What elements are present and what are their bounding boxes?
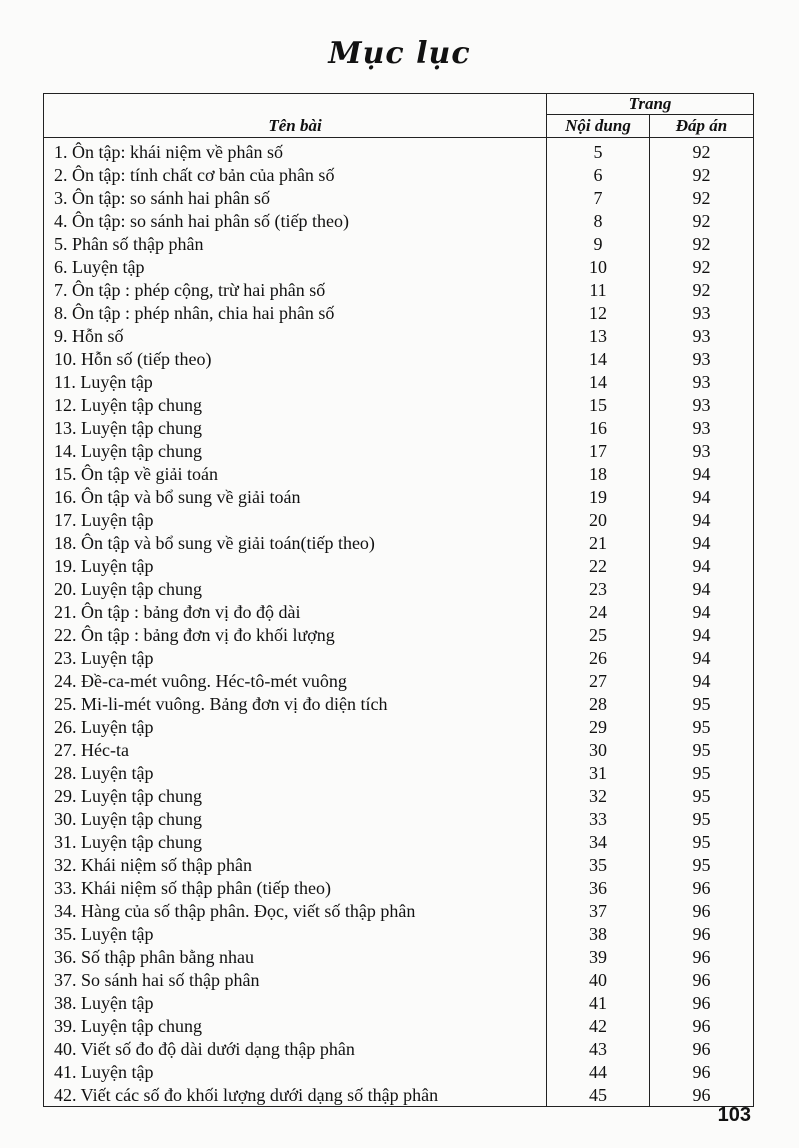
lesson-name: 10. Hỗn số (tiếp theo): [44, 347, 547, 370]
answer-page: 94: [650, 623, 754, 646]
answer-page: 92: [650, 278, 754, 301]
answer-page: 94: [650, 600, 754, 623]
content-page: 15: [547, 393, 650, 416]
lesson-name: 27. Héc-ta: [44, 738, 547, 761]
toc-row: [44, 646, 754, 669]
answer-page: 92: [650, 232, 754, 255]
content-page: 7: [547, 186, 650, 209]
lesson-name: 2. Ôn tập: tính chất cơ bản của phân số: [44, 163, 547, 186]
page-number: 103: [717, 1104, 751, 1126]
answer-page: 93: [650, 347, 754, 370]
answer-page: 92: [650, 163, 754, 186]
content-page: 37: [547, 899, 650, 922]
answer-page: 94: [650, 485, 754, 508]
answer-page: 96: [650, 1083, 754, 1107]
lesson-name: 13. Luyện tập chung: [44, 416, 547, 439]
answer-page: 92: [650, 186, 754, 209]
answer-page: 94: [650, 646, 754, 669]
toc-row: [44, 807, 754, 830]
toc-header: [44, 94, 754, 138]
content-page: 36: [547, 876, 650, 899]
lesson-name: 14. Luyện tập chung: [44, 439, 547, 462]
content-page: 26: [547, 646, 650, 669]
content-page: 29: [547, 715, 650, 738]
toc-row: [44, 968, 754, 991]
answer-page: 92: [650, 255, 754, 278]
lesson-name: 17. Luyện tập: [44, 508, 547, 531]
answer-page: 96: [650, 922, 754, 945]
lesson-name: 15. Ôn tập về giải toán: [44, 462, 547, 485]
answer-page: 96: [650, 991, 754, 1014]
lesson-name: 29. Luyện tập chung: [44, 784, 547, 807]
answer-page: 94: [650, 531, 754, 554]
toc-row: [44, 1060, 754, 1083]
toc-row: [44, 462, 754, 485]
toc-row: [44, 439, 754, 462]
toc-row: [44, 485, 754, 508]
content-page: 16: [547, 416, 650, 439]
content-page: 19: [547, 485, 650, 508]
content-page: 22: [547, 554, 650, 577]
toc-row: [44, 163, 754, 186]
answer-page: 96: [650, 876, 754, 899]
answer-page: 94: [650, 554, 754, 577]
lesson-name: 6. Luyện tập: [44, 255, 547, 278]
toc-row: [44, 138, 754, 164]
content-page: 35: [547, 853, 650, 876]
content-page: 21: [547, 531, 650, 554]
content-page: 14: [547, 347, 650, 370]
answer-page: 92: [650, 209, 754, 232]
toc-row: [44, 301, 754, 324]
lesson-name: 19. Luyện tập: [44, 554, 547, 577]
answer-page: 94: [650, 462, 754, 485]
answer-page: 95: [650, 692, 754, 715]
toc-row: [44, 577, 754, 600]
toc-row: [44, 876, 754, 899]
lesson-name: 23. Luyện tập: [44, 646, 547, 669]
toc-row: [44, 945, 754, 968]
content-page: 41: [547, 991, 650, 1014]
toc-row: [44, 600, 754, 623]
toc-row: [44, 416, 754, 439]
toc-row: [44, 991, 754, 1014]
content-page: 17: [547, 439, 650, 462]
header-blank-cell: [44, 94, 547, 115]
answer-page: 93: [650, 324, 754, 347]
answer-page: 95: [650, 738, 754, 761]
answer-page: 94: [650, 508, 754, 531]
toc-row: [44, 853, 754, 876]
content-page: 14: [547, 370, 650, 393]
lesson-name: 41. Luyện tập: [44, 1060, 547, 1083]
lesson-name: 9. Hỗn số: [44, 324, 547, 347]
lesson-name: 3. Ôn tập: so sánh hai phân số: [44, 186, 547, 209]
toc-row: [44, 554, 754, 577]
toc-row: [44, 209, 754, 232]
lesson-name: 8. Ôn tập : phép nhân, chia hai phân số: [44, 301, 547, 324]
toc-row: [44, 738, 754, 761]
content-page: 20: [547, 508, 650, 531]
lesson-name: 30. Luyện tập chung: [44, 807, 547, 830]
lesson-name: 35. Luyện tập: [44, 922, 547, 945]
lesson-name: 24. Đề-ca-mét vuông. Héc-tô-mét vuông: [44, 669, 547, 692]
answer-page: 95: [650, 807, 754, 830]
lesson-name: 1. Ôn tập: khái niệm về phân số: [44, 138, 547, 164]
content-page: 39: [547, 945, 650, 968]
lesson-name: 7. Ôn tập : phép cộng, trừ hai phân số: [44, 278, 547, 301]
lesson-name: 22. Ôn tập : bảng đơn vị đo khối lượng: [44, 623, 547, 646]
lesson-name: 20. Luyện tập chung: [44, 577, 547, 600]
content-page: 43: [547, 1037, 650, 1060]
answer-page: 93: [650, 439, 754, 462]
answer-page: 96: [650, 1014, 754, 1037]
header-content-page: Nội dung: [547, 115, 650, 138]
content-page: 25: [547, 623, 650, 646]
answer-page: 96: [650, 899, 754, 922]
header-lesson-name: Tên bài: [44, 115, 547, 138]
lesson-name: 12. Luyện tập chung: [44, 393, 547, 416]
toc-row: [44, 692, 754, 715]
header-page-group: Trang: [547, 94, 754, 115]
answer-page: 94: [650, 669, 754, 692]
content-page: 42: [547, 1014, 650, 1037]
toc-row: [44, 531, 754, 554]
content-page: 44: [547, 1060, 650, 1083]
toc-row: [44, 508, 754, 531]
toc-row: [44, 186, 754, 209]
content-page: 23: [547, 577, 650, 600]
lesson-name: 42. Viết các số đo khối lượng dưới dạng số thập phân: [44, 1083, 547, 1107]
toc-row: [44, 623, 754, 646]
toc-row: [44, 922, 754, 945]
lesson-name: 37. So sánh hai số thập phân: [44, 968, 547, 991]
toc-row: [44, 830, 754, 853]
answer-page: 93: [650, 301, 754, 324]
answer-page: 95: [650, 784, 754, 807]
toc-row: [44, 1014, 754, 1037]
toc-row: [44, 232, 754, 255]
answer-page: 96: [650, 968, 754, 991]
toc-row: [44, 347, 754, 370]
lesson-name: 4. Ôn tập: so sánh hai phân số (tiếp theo): [44, 209, 547, 232]
lesson-name: 40. Viết số đo độ dài dưới dạng thập phân: [44, 1037, 547, 1060]
answer-page: 96: [650, 1037, 754, 1060]
lesson-name: 25. Mi-li-mét vuông. Bảng đơn vị đo diện tích: [44, 692, 547, 715]
lesson-name: 26. Luyện tập: [44, 715, 547, 738]
lesson-name: 32. Khái niệm số thập phân: [44, 853, 547, 876]
answer-page: 93: [650, 370, 754, 393]
toc-row: [44, 1083, 754, 1107]
lesson-name: 5. Phân số thập phân: [44, 232, 547, 255]
answer-page: 95: [650, 830, 754, 853]
lesson-name: 18. Ôn tập và bổ sung về giải toán(tiếp theo): [44, 531, 547, 554]
content-page: 9: [547, 232, 650, 255]
answer-page: 93: [650, 393, 754, 416]
toc-row: [44, 370, 754, 393]
content-page: 28: [547, 692, 650, 715]
content-page: 40: [547, 968, 650, 991]
content-page: 33: [547, 807, 650, 830]
toc-row: [44, 324, 754, 347]
toc-row: [44, 278, 754, 301]
lesson-name: 31. Luyện tập chung: [44, 830, 547, 853]
content-page: 12: [547, 301, 650, 324]
toc-row: [44, 255, 754, 278]
content-page: 6: [547, 163, 650, 186]
content-page: 34: [547, 830, 650, 853]
toc-row: [44, 393, 754, 416]
page-title: Mục lục: [328, 36, 471, 71]
content-page: 45: [547, 1083, 650, 1107]
lesson-name: 11. Luyện tập: [44, 370, 547, 393]
lesson-name: 28. Luyện tập: [44, 761, 547, 784]
answer-page: 92: [650, 138, 754, 164]
toc-row: [44, 761, 754, 784]
content-page: 24: [547, 600, 650, 623]
toc-row: [44, 1037, 754, 1060]
lesson-name: 21. Ôn tập : bảng đơn vị đo độ dài: [44, 600, 547, 623]
lesson-name: 34. Hàng của số thập phân. Đọc, viết số thập phân: [44, 899, 547, 922]
answer-page: 93: [650, 416, 754, 439]
answer-page: 95: [650, 761, 754, 784]
content-page: 13: [547, 324, 650, 347]
toc-row: [44, 669, 754, 692]
content-page: 32: [547, 784, 650, 807]
lesson-name: 16. Ôn tập và bổ sung về giải toán: [44, 485, 547, 508]
content-page: 11: [547, 278, 650, 301]
lesson-name: 36. Số thập phân bằng nhau: [44, 945, 547, 968]
answer-page: 94: [650, 577, 754, 600]
lesson-name: 38. Luyện tập: [44, 991, 547, 1014]
answer-page: 96: [650, 945, 754, 968]
answer-page: 95: [650, 715, 754, 738]
content-page: 30: [547, 738, 650, 761]
content-page: 8: [547, 209, 650, 232]
content-page: 27: [547, 669, 650, 692]
content-page: 5: [547, 138, 650, 164]
toc-table: [43, 93, 754, 1107]
content-page: 38: [547, 922, 650, 945]
toc-row: [44, 784, 754, 807]
content-page: 10: [547, 255, 650, 278]
header-answer-page: Đáp án: [650, 115, 754, 138]
answer-page: 95: [650, 853, 754, 876]
toc-row: [44, 899, 754, 922]
answer-page: 96: [650, 1060, 754, 1083]
toc-body: [44, 138, 754, 1107]
lesson-name: 39. Luyện tập chung: [44, 1014, 547, 1037]
lesson-name: 33. Khái niệm số thập phân (tiếp theo): [44, 876, 547, 899]
content-page: 31: [547, 761, 650, 784]
content-page: 18: [547, 462, 650, 485]
toc-row: [44, 715, 754, 738]
